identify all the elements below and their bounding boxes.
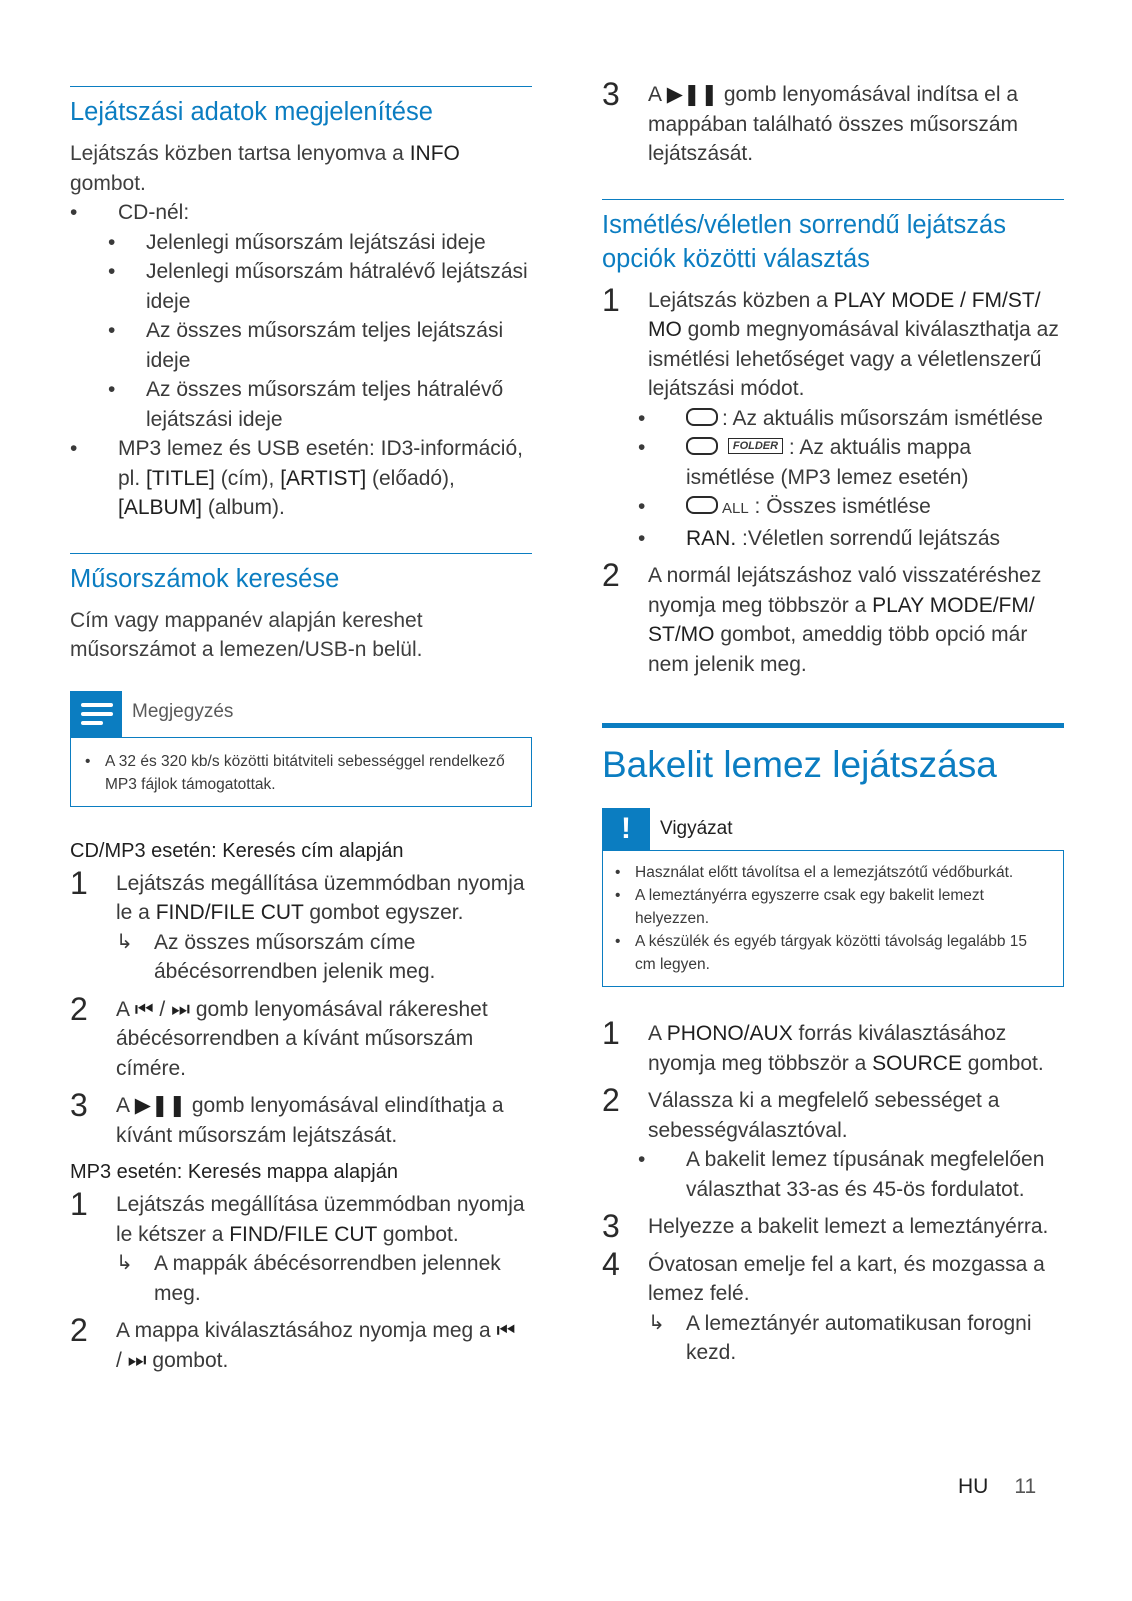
step-number: 2 — [602, 1082, 620, 1118]
left-column — [70, 86, 532, 1383]
repeat-icon — [686, 437, 718, 455]
list-item: • ALL : Összes ismétlése — [638, 492, 1064, 524]
exclamation-icon: ! — [602, 808, 650, 850]
note-box — [70, 737, 532, 807]
mp3-search-heading: MP3 esetén: Keresés mappa alapján — [70, 1161, 398, 1183]
note-label: Megjegyzés — [132, 700, 234, 722]
caution-box — [602, 850, 1064, 987]
list-item: • A bakelit lemez típusának megfelelően választhat 33-as és 45-ös fordulatot. — [638, 1145, 1064, 1204]
caution-header — [602, 808, 1064, 850]
right-column — [602, 76, 1064, 1376]
step-number: 2 — [70, 990, 88, 1027]
step: 4 Óvatosan emelje fel a kart, és mozgassa a lemez felé. ↳ A lemeztányér automatikusan forogni kezd. — [602, 1250, 1064, 1368]
caution-label: Vigyázat — [660, 818, 733, 839]
repeat-icon — [686, 408, 718, 426]
page-footer — [958, 1475, 1036, 1499]
step: 3 A ▶❚❚ gomb lenyomásával elindíthatja a kívánt műsorszám lejátszását. — [70, 1087, 504, 1147]
note-header — [70, 691, 532, 737]
list-item: • RAN. :Véletlen sorrendű lejátszás — [638, 524, 1064, 554]
step: 1 A PHONO/AUX forrás kiválasztásához nyomja meg többször a SOURCE gombot. — [602, 1015, 1044, 1075]
playback-info-intro: Lejátszás közben tartsa lenyomva a INFO gombot. — [70, 142, 460, 195]
folder-icon: FOLDER — [728, 438, 783, 454]
result-arrow-icon: ↳ — [116, 1252, 133, 1274]
repeat-all-icon — [686, 496, 718, 514]
note-icon — [70, 691, 122, 737]
step: 2 A ⏮ / ⏭ gomb lenyomásával rákereshet ábécésorrendben a kívánt műsorszám címére. — [70, 990, 488, 1080]
caution-item: • Használat előtt távolítsa el a lemezjátszótű védőburkát. — [615, 861, 1051, 884]
caution-item: • A készülék és egyéb tárgyak közötti távolság legalább 15 cm legyen. — [615, 930, 1051, 976]
search-intro: Cím vagy mappanév alapján kereshet műsorszámot a lemezen/USB-n belül. — [70, 608, 423, 661]
result-arrow-icon: ↳ — [648, 1311, 665, 1334]
step: 3 A ▶❚❚ gomb lenyomásával indítsa el a mappában található összes műsorszám lejátszását. — [602, 76, 1019, 165]
list-item: • CD-nél: • Jelenlegi műsorszám lejátszási ideje • Jelenlegi műsorszám hátralévő lejátszási ideje • Az összes műsorszám teljes lejátszási ideje • Az összes műsorszám teljes hátralévő lejátszási ideje — [70, 198, 532, 434]
section-title-vinyl: Bakelit lemez lejátszása — [602, 744, 997, 785]
step-number: 2 — [602, 557, 620, 593]
step-number: 1 — [602, 1015, 620, 1051]
play-pause-icon: ▶❚❚ — [134, 1094, 187, 1117]
list-item: • Jelenlegi műsorszám lejátszási ideje — [108, 228, 532, 258]
step-number: 3 — [602, 1208, 620, 1244]
caution-item: • A lemeztányérra egyszerre csak egy bakelit lemezt helyezzen. — [615, 884, 1051, 930]
step-number: 1 — [70, 864, 88, 901]
list-item: • Az összes műsorszám teljes hátralévő lejátszási ideje — [108, 375, 532, 434]
step-result: ↳ A lemeztányér automatikusan forogni kezd. — [648, 1309, 1064, 1368]
section-rule-thick — [602, 723, 1064, 728]
list-item: • FOLDER : Az aktuális mappa ismétlése (MP3 lemez esetén) — [638, 433, 1064, 492]
step: 3 Helyezze a bakelit lemezt a lemeztányérra. — [602, 1208, 1049, 1244]
step-number: 4 — [602, 1245, 620, 1282]
step-result: ↳ Az összes műsorszám címe ábécésorrendben jelenik meg. — [116, 928, 532, 987]
language-code: HU — [958, 1475, 989, 1498]
next-icon: ⏭ — [171, 997, 191, 1021]
step-result: ↳ A mappák ábécésorrendben jelennek meg. — [116, 1249, 532, 1308]
section-rule — [70, 553, 532, 554]
step: 2 A normál lejátszáshoz való visszatéréshez nyomja meg többször a PLAY MODE/FM/ ST/MO gombot, ameddig több opció már nem jelenik meg. — [602, 557, 1042, 676]
step: 2 Válassza ki a megfelelő sebességet a sebességválasztóval. • A bakelit lemez típusának megfelelően választhat 33-as és 45-ös fordulatot. — [602, 1086, 1064, 1204]
next-icon: ⏭ — [127, 1348, 147, 1372]
step-number: 2 — [70, 1312, 88, 1348]
prev-icon: ⏮ — [134, 997, 154, 1021]
prev-icon: ⏮ — [496, 1319, 516, 1342]
list-item: • : Az aktuális műsorszám ismétlése — [638, 404, 1064, 434]
list-item: • Az összes műsorszám teljes lejátszási ideje — [108, 316, 532, 375]
section-rule — [70, 86, 532, 87]
section-title-search: Műsorszámok keresése — [70, 564, 340, 593]
step: 1 Lejátszás közben a PLAY MODE / FM/ST/ MO gomb megnyomásával kiválaszthatja az ismétlési lehetőséget vagy a véletlenszerű lejátszási módot. • : Az aktuális műsorszám ismétlése • FOLDER : Az aktuális mappa ismétlése (MP3 lemez esetén) • ALL : Összes ismétlése • RAN. :Véletlen sorrendű lejátszás — [602, 286, 1064, 554]
section-rule — [602, 199, 1064, 200]
step-number: 1 — [70, 1186, 88, 1222]
result-arrow-icon: ↳ — [116, 930, 133, 953]
cd-search-heading: CD/MP3 esetén: Keresés cím alapján — [70, 839, 404, 862]
note-item: • A 32 és 320 kb/s közötti bitátviteli sebességgel rendelkező MP3 fájlok támogatottak. — [85, 750, 519, 796]
step: 1 Lejátszás megállítása üzemmódban nyomja le kétszer a FIND/FILE CUT gombot. ↳ A mappák ábécésorrendben jelennek meg. — [70, 1190, 532, 1308]
list-item: • Jelenlegi műsorszám hátralévő lejátszási ideje — [108, 257, 532, 316]
step: 1 Lejátszás megállítása üzemmódban nyomja le a FIND/FILE CUT gombot egyszer. ↳ Az összes műsorszám címe ábécésorrendben jelenik meg. — [70, 869, 532, 987]
step-number: 1 — [602, 281, 620, 318]
step-number: 3 — [602, 76, 620, 112]
section-title-playback-info: Lejátszási adatok megjelenítése — [70, 98, 433, 126]
page-number: 11 — [1014, 1475, 1037, 1498]
list-item: • MP3 lemez és USB esetén: ID3-információ, pl. [TITLE] (cím), [ARTIST] (előadó), [ALBUM] (album). — [70, 434, 532, 523]
step-number: 3 — [70, 1087, 88, 1123]
section-title-repeat-shuffle: Ismétlés/véletlen sorrendű lejátszás opciók közötti választás — [602, 210, 1006, 273]
playback-info-list — [70, 198, 532, 523]
play-pause-icon: ▶❚❚ — [666, 83, 719, 106]
step: 2 A mappa kiválasztásához nyomja meg a ⏮ / ⏭ gombot. — [70, 1312, 516, 1372]
